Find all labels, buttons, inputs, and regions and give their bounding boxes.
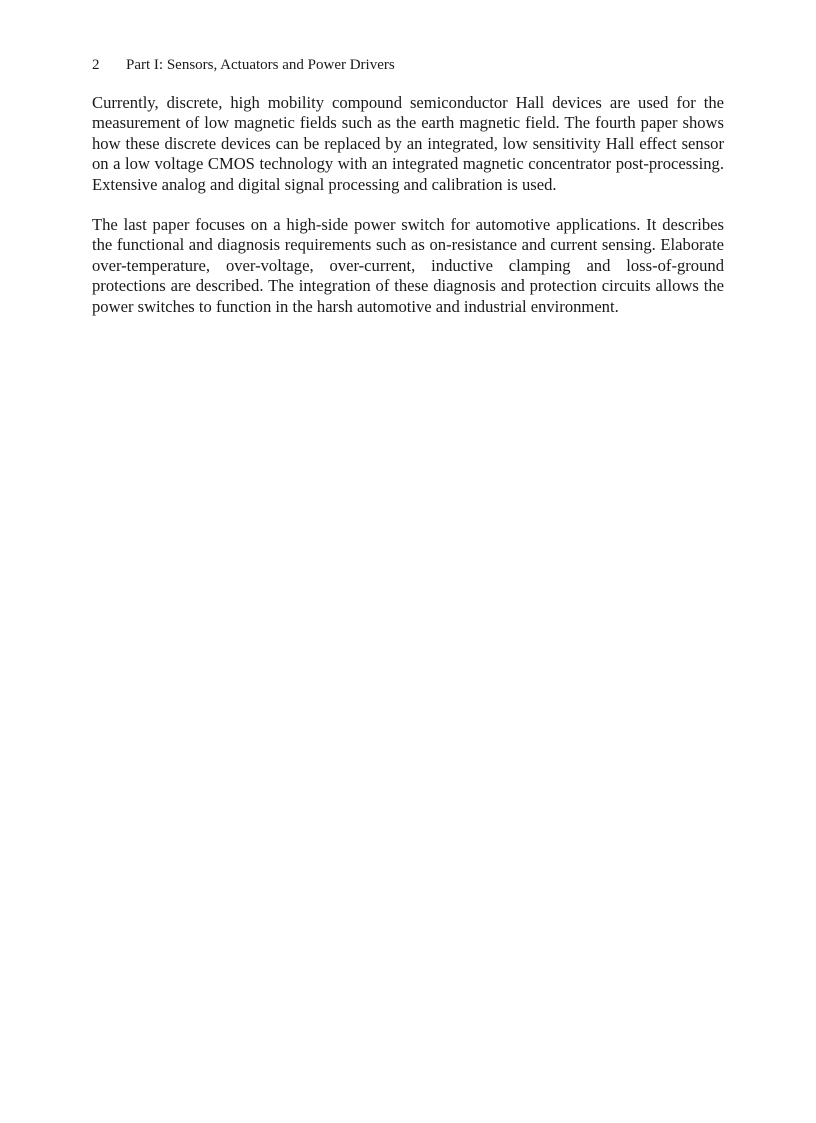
page-number: 2 xyxy=(92,57,100,73)
paragraph-power-switch: The last paper focuses on a high-side power switch for automotive applications. It describes the functional and diagnosis requirements such as on-resistance and current sensing. Elaborate over-temperature, over-voltage, over-current, inductive clamping and loss-of-ground protections are described. The integration of these diagnosis and protection circuits allows the power switches to function in the harsh automotive and industrial environment. xyxy=(92,215,724,316)
paragraph-hall-sensors: Currently, discrete, high mobility compound semiconductor Hall devices are used for the measurement of low magnetic fields such as the earth magnetic field. The fourth paper shows how these discrete devices can be replaced by an integrated, low sensitivity Hall effect sensor on a low voltage CMOS technology with an integrated magnetic concentrator post-processing. Extensive analog and digital signal processing and calibration is used. xyxy=(92,93,724,194)
body-text xyxy=(92,93,724,337)
running-header xyxy=(92,55,395,75)
running-title: Part I: Sensors, Actuators and Power Drivers xyxy=(126,57,395,73)
